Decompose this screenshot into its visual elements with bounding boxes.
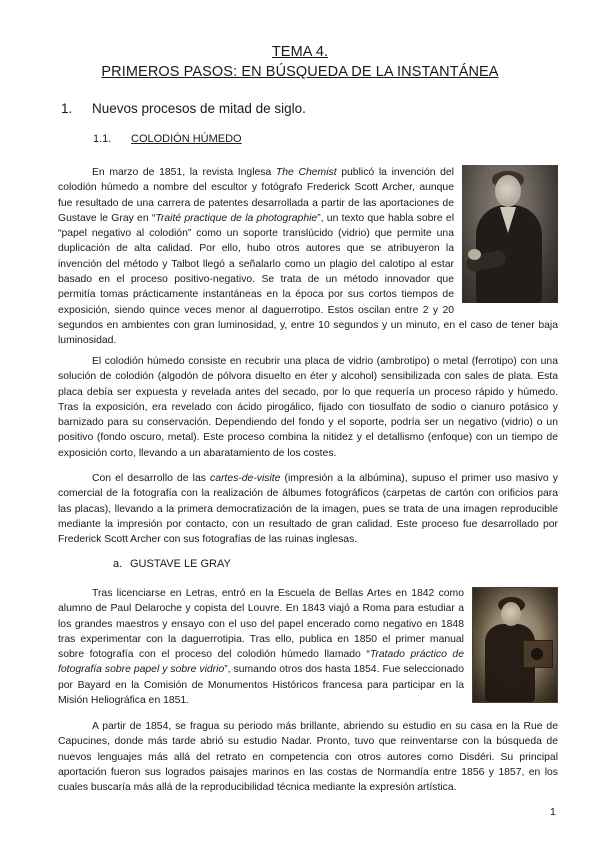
paragraph-5: A partir de 1854, se fragua su periodo más brillante, abriendo su estudio en su casa en la Rue de Capucines, donde más tarde abrió su estudio Nadar. Pronto, tuvo que reinventarse con la búsqueda de nuevos lenguajes más allá del retrato en competencia con otros autores como Disdéri. Su principal aportación fueron sus logrados paisajes marinos en las costas de Normandía entre 1856 y 1857, en los cuales buscaría más allá de la reproducibilidad técnica mediante la expresión artística. [58,721,558,794]
subsection-letter: a. [113,558,123,570]
section-heading-1 [61,101,306,116]
section-label: Nuevos procesos de mitad de siglo. [92,101,306,116]
paragraph-2: El colodión húmedo consiste en recubrir una placa de vidrio (ambrotipo) o metal (ferrotipo) con una solución de colodión (algodón de pólvora disuelto en éter y alcohol) sensibilizada con sales de plata. Esta placa debía ser expuesta y revelada antes del secado, por lo que requería un proceso rápido y húmedo. Tras la exposición, era revelado con ácido pirogálico, fijado con tiosulfato de sodio o cianuro potásico y barnizado para su conservación. Dependiendo del fondo y el soporte, podría ser un negativo (vidrio) o un positivo (fondo oscuro, metal). Este proceso combina la nitidez y el detallismo (enfoque) con un tiempo de exposición corto, llevando a un abaratamiento de los costes. [58,356,558,459]
portrait-photo-le-gray [472,587,558,703]
portrait-photo-archer [462,165,558,303]
section-number: 1. [61,101,73,116]
subsection-label: COLODIÓN HÚMEDO [131,133,242,145]
doc-title-line1: TEMA 4. [271,44,329,60]
subsection-heading-1-1 [93,133,242,145]
subsection-number: 1.1. [93,133,112,145]
page-number: 1 [550,806,556,818]
paragraph-3: Con el desarrollo de las cartes-de-visite (impresión a la albúmina), supuso el primer uso masivo y comercial de la fotografía con la realización de álbumes fotográficos (carpetas de cartón con orificios para las placas), llevando a la primera democratización de la imagen, pues se trata de una imagen reproducible mediante la impresión por contacto, con un resultado de gran calidad. Este proceso fue desarrollado por Frederick Scott Archer con sus fotografías de las ruinas inglesas. [58,473,558,546]
subsection-heading-a [113,558,231,570]
paragraph-4: Tras licenciarse en Letras, entró en la Escuela de Bellas Artes en 1842 como alumno de Paul Delaroche y copista del Louvre. En 1843 viajó a Roma para estudiar a los grandes maestros y ensayo con el uso del papel encerado como negativo en 1848 tras experimentar con la daguerrotipia. Tras ello, publica en 1850 el primer manual sobre fotografía con el proceso del colodión húmedo llamado “Tratado práctico de fotografía sobre papel y sobre vidrio”, sumando otros dos hasta 1854. Fue seleccionado por Bayard en la Comisión de Monumentos Históricos francesa para participar en la Misión Heliográfica en 1851. [58,586,558,708]
subsection-a-label: GUSTAVE LE GRAY [130,558,231,570]
paragraph-1: En marzo de 1851, la revista Inglesa The Chemist publicó la invención del colodión húmedo a nombre del escultor y fotógrafo Frederick Scott Archer, aunque fue resultado de una carrera de patentes desarrollada a partir de las aportaciones de Gustave le Gray en “Traité practique de la photographie”, un texto que habla sobre el “papel negativo al colodión” como un soporte translúcido (vidrio) que permite una duplicación de alta calidad. Por ello, hubo otros autores que se atribuyeron la invención del método y Talbot llegó a señalarlo como un plagio del calotipo al estar basado en el proceso positivo-negativo. Se trata de un método innovador que permitía tomas prácticamente instantáneas en la época por sus cortos tiempos de exposición, siendo quince veces menor al daguerrotipo. Estos oscilan entre 2 y 20 segundos en ambientes con gran luminosidad, y, entre 10 segundos y un minuto, en el caso de tener baja luminosidad. [58,167,558,347]
doc-title-line2: PRIMEROS PASOS: EN BÚSQUEDA DE LA INSTANTÁNEA [101,64,499,80]
